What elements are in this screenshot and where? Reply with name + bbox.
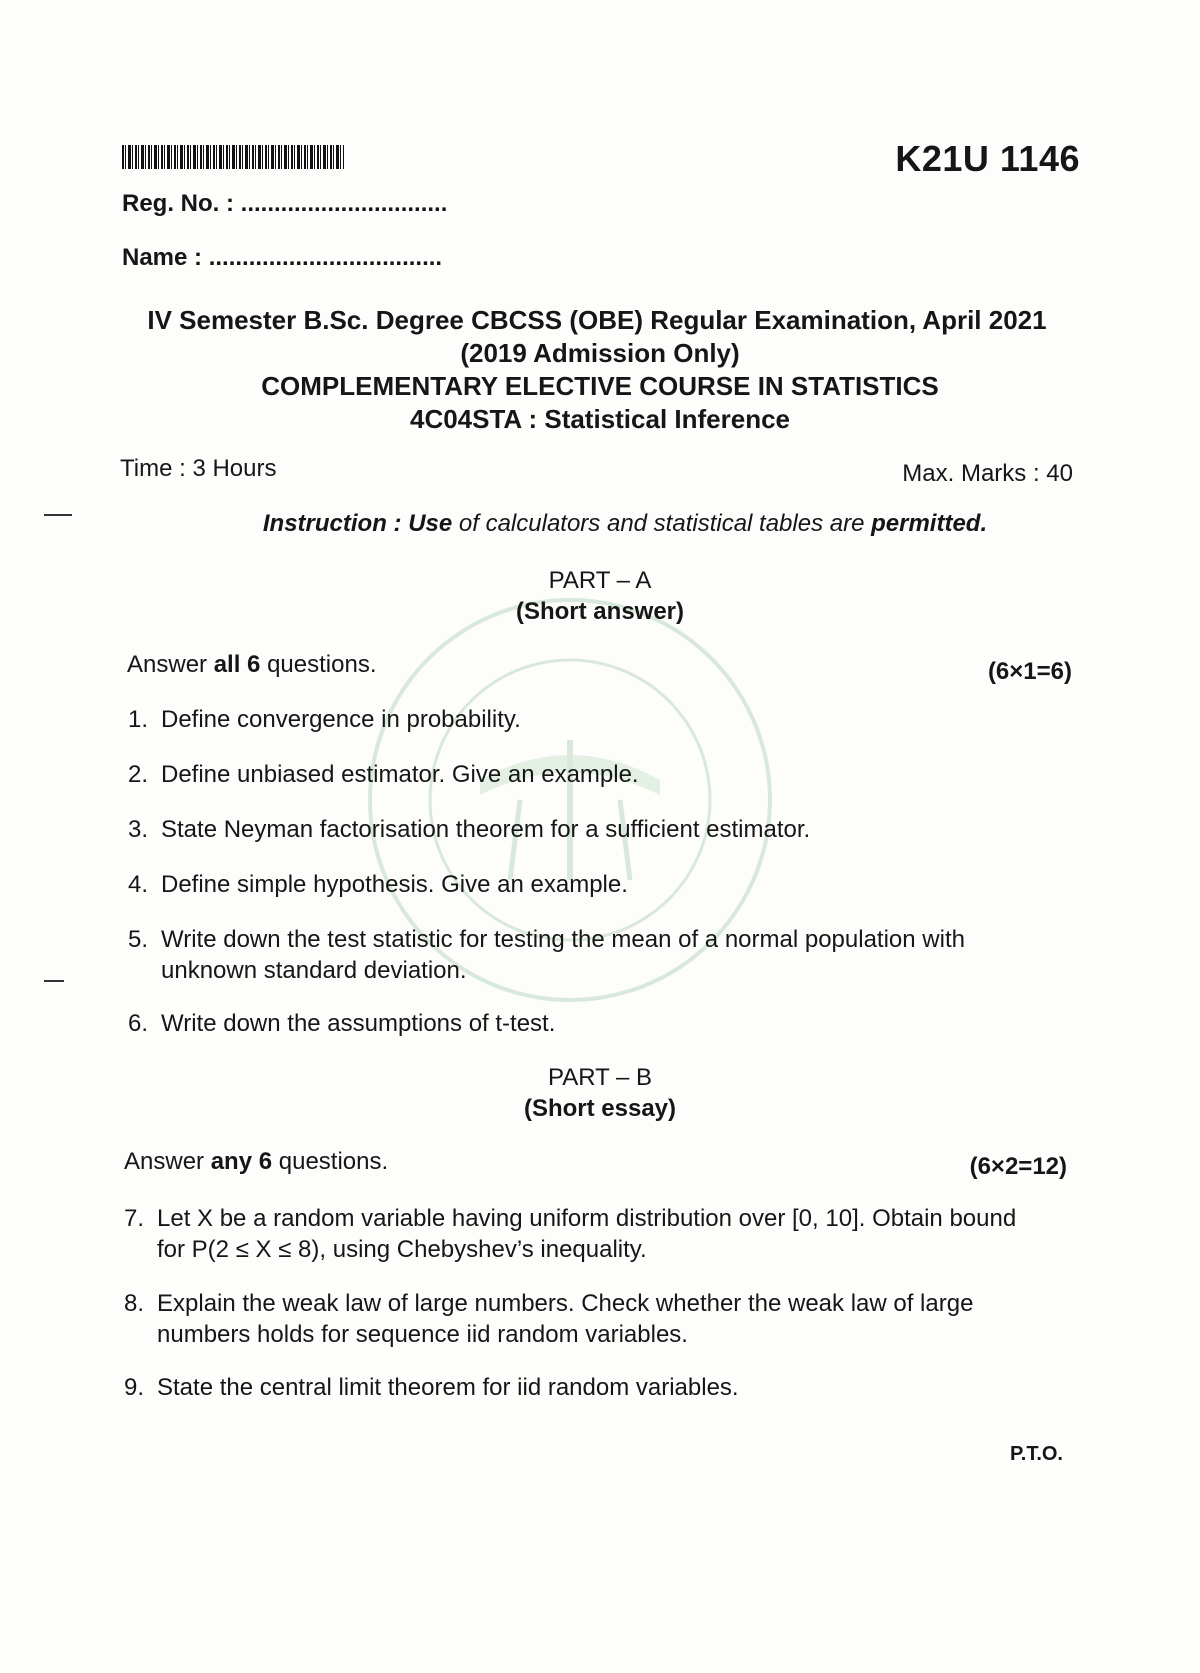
question-number: 4. (128, 871, 149, 898)
margin-mark (44, 514, 72, 516)
answer-pre: Answer (127, 651, 214, 678)
answer-count: all 6 (213, 651, 261, 678)
question (128, 869, 1048, 900)
question-text: State Neyman factorisation theorem for a sufficient estimator. (161, 816, 811, 843)
reg-no-field: Reg. No. : ............................... (122, 190, 448, 217)
part-a-score: (6×1=6) (987, 658, 1072, 685)
part-a-heading: PART – A (548, 567, 652, 594)
question-text: Let X be a random variable having uniform distribution over [0, 10]. Obtain bound for P(2 ≤ X ≤ 8), using Chebyshev’s inequality. (157, 1205, 1017, 1263)
paper-title: 4C04STA : Statistical Inference (409, 404, 791, 434)
question (124, 1288, 1044, 1350)
instruction (100, 510, 1150, 538)
part-a-answer-instruction (127, 651, 376, 679)
question-text: Write down the test statistic for testing the mean of a normal population with unknown standard deviation. (161, 926, 965, 984)
pto-label: P.T.O. (1010, 1443, 1063, 1465)
question (124, 1203, 1044, 1265)
question (128, 924, 1048, 986)
paper-code: K21U 1146 (895, 138, 1080, 179)
answer-count: any 6 (210, 1148, 273, 1175)
margin-mark (44, 980, 64, 982)
question-number: 8. (124, 1290, 145, 1317)
instruction-label: Instruction : (262, 510, 402, 537)
part-b-score: (6×2=12) (969, 1153, 1067, 1180)
question-number: 6. (128, 1010, 149, 1037)
answer-post: questions. (272, 1148, 389, 1175)
question (128, 1008, 1048, 1039)
question-number: 1. (128, 706, 149, 733)
question-number: 3. (128, 816, 149, 843)
barcode-icon (122, 145, 344, 169)
part-b-heading: PART – B (547, 1064, 653, 1091)
max-marks-label: Max. Marks : 40 (902, 460, 1073, 487)
part-b-subheading: (Short essay) (523, 1095, 677, 1122)
question (128, 814, 1048, 845)
question-text: Explain the weak law of large numbers. Check whether the weak law of large numbers holds for sequence iid random variables. (157, 1290, 974, 1348)
exam-title: IV Semester B.Sc. Degree CBCSS (OBE) Regular Examination, April 2021 (147, 305, 1047, 335)
answer-post: questions. (260, 651, 377, 678)
question (124, 1372, 1044, 1403)
name-field: Name : ................................... (122, 244, 443, 271)
question-number: 5. (128, 926, 149, 953)
question-text: Define simple hypothesis. Give an example. (161, 871, 628, 898)
course-title: COMPLEMENTARY ELECTIVE COURSE IN STATISTICS (261, 371, 939, 401)
question (128, 759, 1048, 790)
part-b-answer-instruction (124, 1148, 388, 1176)
question-text: Write down the assumptions of t-test. (161, 1010, 556, 1037)
admission-note: (2019 Admission Only) (460, 338, 740, 368)
question-text: Define unbiased estimator. Give an example. (161, 761, 639, 788)
question-text: State the central limit theorem for iid random variables. (157, 1374, 739, 1401)
instruction-use: Use (408, 510, 453, 537)
part-a-subheading: (Short answer) (515, 598, 685, 625)
time-label: Time : 3 Hours (120, 455, 277, 482)
question-text: Define convergence in probability. (161, 706, 521, 733)
instruction-text: of calculators and statistical tables are (452, 510, 872, 537)
instruction-permitted: permitted. (871, 510, 988, 537)
question-number: 7. (124, 1205, 145, 1232)
question-number: 9. (124, 1374, 145, 1401)
question-number: 2. (128, 761, 149, 788)
question (128, 704, 1048, 735)
answer-pre: Answer (124, 1148, 211, 1175)
